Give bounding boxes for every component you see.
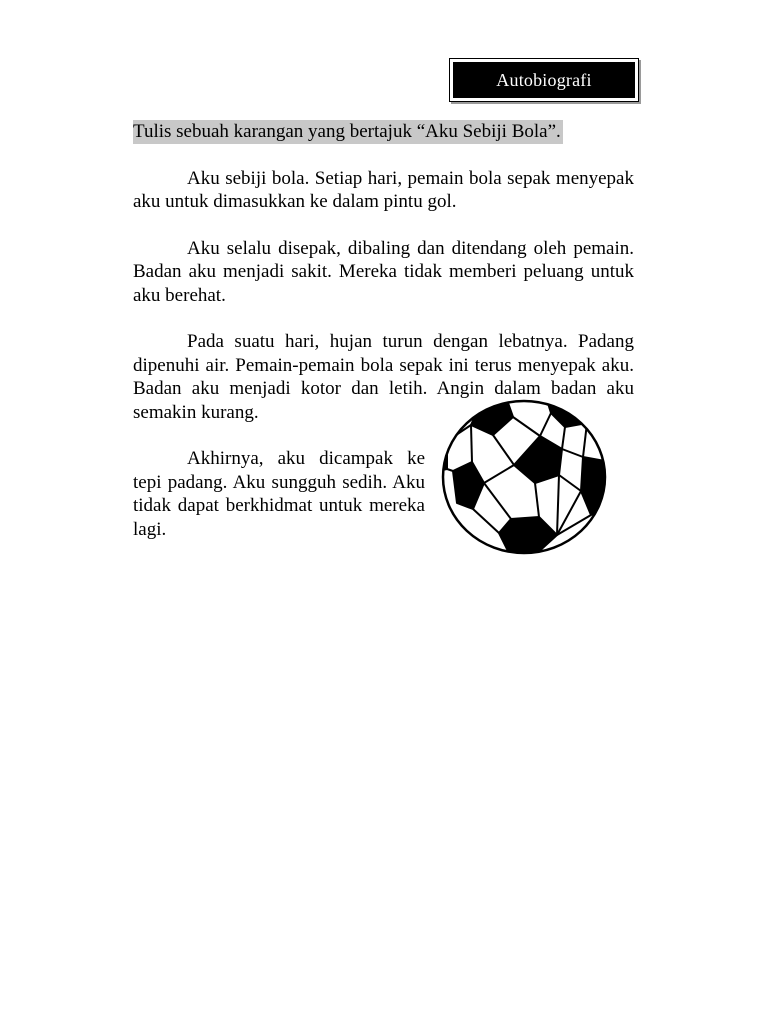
- paragraph-3: Pada suatu hari, hujan turun dengan lebatnya. Padang dipenuhi air. Pemain-pemain bola sepak ini terus menyepak aku. Badan aku menjadi kotor dan letih. Angin dalam badan aku semakin kurang.: [133, 331, 634, 423]
- soccer-ball-icon: [441, 399, 607, 555]
- instruction-text: Tulis sebuah karangan yang bertajuk “Aku Sebiji Bola”.: [133, 121, 561, 142]
- paragraph-2: Aku selalu disepak, dibaling dan ditendang oleh pemain. Badan aku menjadi sakit. Mereka tidak memberi peluang untuk aku berehat.: [133, 237, 634, 306]
- badge-label: Autobiografi: [453, 62, 635, 98]
- paragraph-1: Aku sebiji bola. Setiap hari, pemain bola sepak menyepak aku untuk dimasukkan ke dalam pintu gol.: [133, 167, 634, 212]
- paragraph-4: Akhirnya, aku dicampak ke tepi padang. Aku sungguh sedih. Aku tidak dapat berkhidmat untuk mereka lagi.: [133, 448, 425, 540]
- section-badge: [449, 58, 639, 102]
